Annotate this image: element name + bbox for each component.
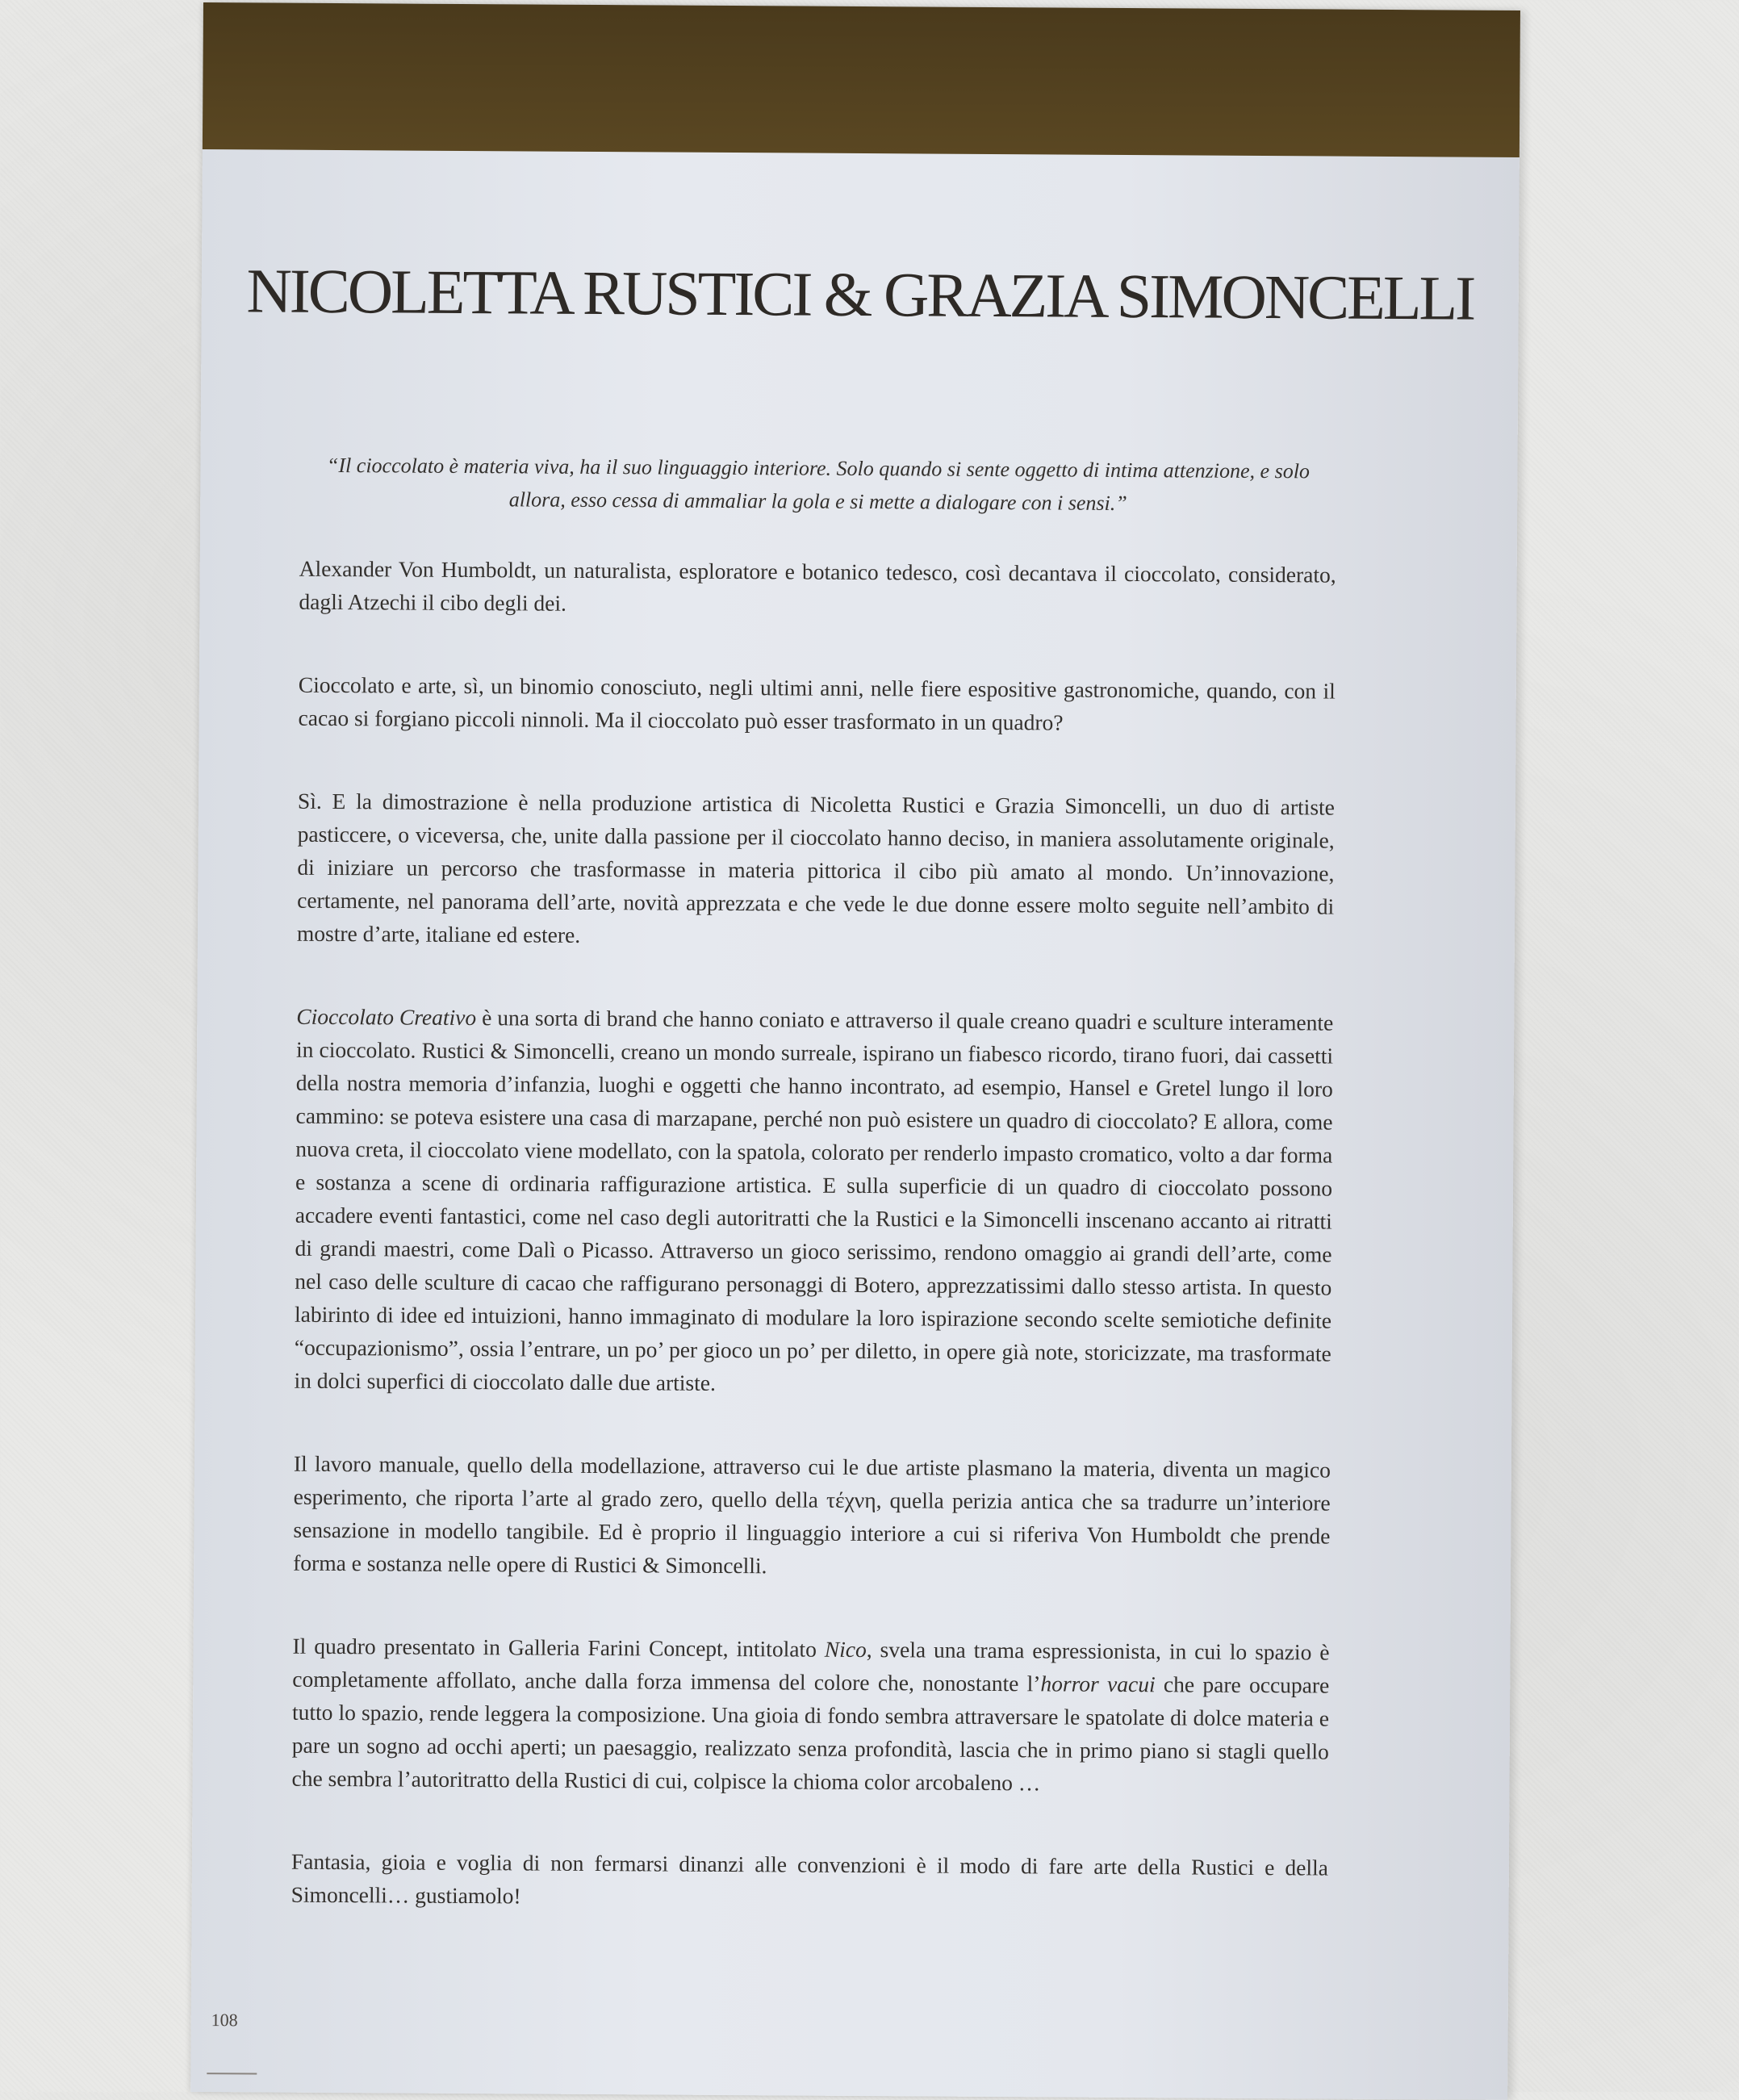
paragraph-2: Cioccolato e arte, sì, un binomio conosciuto, negli ultimi anni, nelle fiere espositive gastronomiche, quando, con il cacao si forgiano piccoli ninnoli. Ma il cioccolato può esser trasformato in un quadro?	[298, 671, 1336, 735]
horror-vacui-italic: horror vacui	[1040, 1671, 1156, 1697]
paragraph-6-text-b: , svela una trama espressionista, in cui lo spazio è completamente affollato, anche dalla forza immensa del colore che, nonostante l’	[292, 1637, 1330, 1696]
page-number: 108	[211, 2010, 238, 2031]
catalog-page	[190, 2, 1520, 2100]
header-band	[203, 2, 1520, 157]
paragraph-1: Alexander Von Humboldt, un naturalista, esploratore e botanico tedesco, così decantava il cioccolato, considerato, dagli Atzechi il cibo degli dei.	[299, 555, 1336, 616]
paragraph-7: Fantasia, gioia e voglia di non fermarsi dinanzi alle convenzioni è il modo di fare arte della Rustici e della Simoncelli… gustiamolo!	[291, 1848, 1329, 1909]
paragraph-6-text-a: Il quadro presentato in Galleria Farini Concept, intitolato	[292, 1633, 825, 1662]
paragraph-5: Il lavoro manuale, quello della modellazione, attraverso cui le due artiste plasmano la materia, diventa un magico esperimento, che riporta l’arte al grado zero, quello della τέχνη, quella perizia antica che sa tradurre un’interiore sensazione in modello tangibile. Ed è proprio il linguaggio interiore a cui si riferiva Von Humboldt che prende forma e sostanza nelle opere di Rustici & Simoncelli.	[293, 1450, 1331, 1579]
brand-name-italic: Cioccolato Creativo	[296, 1003, 477, 1031]
artwork-title-italic: Nico	[824, 1636, 867, 1663]
page-title: NICOLETTA RUSTICI & GRAZIA SIMONCELLI	[246, 255, 1474, 333]
page-number-rule	[207, 2073, 257, 2074]
paragraph-6-text-c: che pare occupare tutto lo spazio, rende leggera la composizione. Una gioia di fondo sembra attraversare le spatolate di dolce materia e pare un sogno ad occhi aperti; un paesaggio, realizzato senza profondità, lascia che in primo piano si stagli quello che sembra l’autoritratto della Rustici di cui, colpisce la chioma color arcobaleno …	[291, 1671, 1330, 1796]
article-body	[291, 449, 1336, 1968]
paragraph-6	[291, 1629, 1329, 1801]
paragraph-4	[294, 1000, 1333, 1403]
epigraph-quote: “Il cioccolato è materia viva, ha il suo linguaggio interiore. Solo quando si sente oggetto di intima attenzione, e solo allora, esso cessa di ammaliar la gola e si mette a dialogare con i sensi.”	[326, 453, 1311, 516]
paragraph-3: Sì. E la dimostrazione è nella produzione artistica di Nicoletta Rustici e Grazia Simoncelli, un duo di artiste pasticcere, o viceversa, che, unite dalla passione per il cioccolato hanno deciso, in maniera assolutamente originale, di iniziare un percorso che trasformasse in materia pittorica il cibo più amato al mondo. Un’innovazione, certamente, nel panorama dell’arte, novità apprezzata e che vede le due donne essere molto seguite nell’ambito di mostre d’arte, italiane ed estere.	[296, 788, 1336, 948]
paragraph-4-text: è una sorta di brand che hanno coniato e attraverso il quale creano quadri e sculture interamente in cioccolato. Rustici & Simoncelli, creano un mondo surreale, ispirano un fiabesco ricordo, tirano fuori, dai cassetti della nostra memoria d’infanzia, luoghi e oggetti che hanno incontrato, ad esempio, Hansel e Gretel lungo il loro cammino: se poteva esistere una casa di marzapane, perché non può esistere un quadro di cioccolato? E allora, come nuova creta, il cioccolato viene modellato, con la spatola, colorato per renderlo impasto cromatico, volto a dar forma e sostanza a scene di ordinaria raffigurazione artistica. E sulla superficie di un quadro di cioccolato possono accadere eventi fantastici, come nel caso degli autoritratti che la Rustici e la Simoncelli inscenano accanto ai ritratti di grandi maestri, come Dalì o Picasso. Attraverso un gioco serissimo, rendono omaggio ai grandi dell’arte, come nel caso delle sculture di cacao che raffigurano personaggi di Botero, apprezzatissimi dallo stesso artista. In questo labirinto di idee ed intuizioni, hanno immaginato di modulare la loro ispirazione secondo scelte semiotiche definite “occupazionismo”, ossia l’entrare, un po’ per gioco un po’ per diletto, in opere già note, storicizzate, ma trasformate in dolci superfici di cioccolato dalle due artiste.	[294, 1005, 1334, 1395]
